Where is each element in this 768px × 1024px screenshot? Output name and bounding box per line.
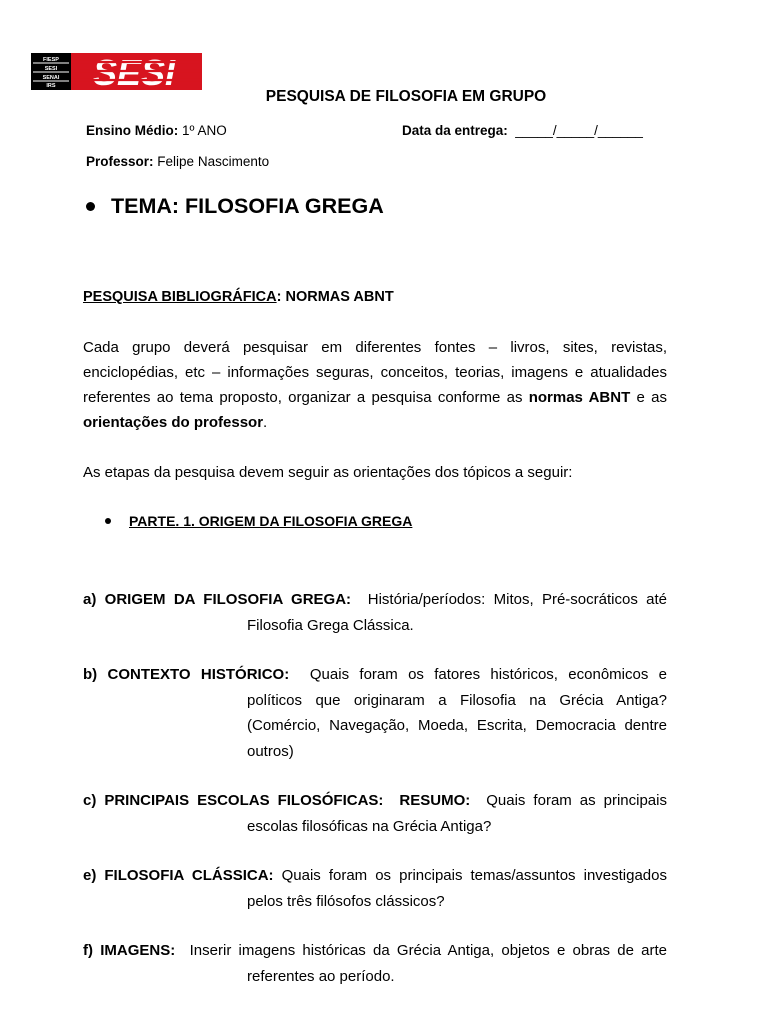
part-heading	[105, 513, 412, 529]
data-entrega	[402, 123, 643, 138]
tema-heading	[86, 194, 384, 219]
etapas-paragraph: As etapas da pesquisa devem seguir as orientações dos tópicos a seguir:	[83, 464, 573, 481]
logo-line-3: SENAI	[42, 75, 60, 81]
part-heading-text: PARTE. 1. ORIGEM DA FILOSOFIA GREGA	[129, 513, 413, 529]
logo-text: SESI	[92, 53, 176, 90]
ensino-label: Ensino Médio:	[86, 123, 179, 138]
item-c-label: c) PRINCIPAIS ESCOLAS FILOSÓFICAS:	[83, 792, 384, 809]
intro-bold-2: orientações do professor	[83, 414, 264, 431]
intro-bold-1: normas ABNT	[528, 389, 631, 406]
professor-label: Professor:	[86, 154, 154, 169]
logo-line-2: SESI	[44, 66, 58, 72]
section-heading-rest: : NORMAS ABNT	[276, 289, 394, 305]
bullet-icon	[86, 202, 95, 211]
item-f-rest: referentes ao período.	[247, 967, 395, 985]
intro-paragraph	[83, 335, 667, 435]
ensino-medio	[86, 123, 227, 138]
item-a	[83, 587, 667, 638]
professor	[86, 154, 269, 169]
item-e	[83, 863, 667, 914]
item-e-rest: pelos três filósofos clássicos?	[247, 892, 445, 910]
item-e-line1: Quais foram os principais temas/assuntos investigados	[281, 867, 667, 884]
ensino-value: 1º ANO	[182, 123, 227, 138]
intro-text-2: e as	[630, 389, 667, 406]
item-b-line1: Quais foram os fatores históricos, econômicos e	[309, 666, 667, 683]
sesi-logo	[31, 53, 202, 90]
item-e-label: e) FILOSOFIA CLÁSSICA:	[83, 867, 274, 884]
section-heading	[83, 285, 667, 310]
item-c-rest: escolas filosóficas na Grécia Antiga?	[247, 817, 492, 835]
item-a-rest: Filosofia Grega Clássica.	[247, 616, 414, 634]
item-b	[83, 662, 667, 764]
item-c-line1: Quais foram as principais	[486, 792, 667, 809]
item-a-line1: História/períodos: Mitos, Pré-socráticos até	[367, 591, 668, 608]
item-b-rest: políticos que originaram a Filosofia na Grécia Antiga? (Comércio, Navegação, Moeda, Escrita, Democracia dentre outros)	[247, 691, 667, 760]
item-f-label: f) IMAGENS:	[83, 942, 176, 959]
data-entrega-label: Data da entrega:	[402, 123, 508, 138]
page-title: PESQUISA DE FILOSOFIA EM GRUPO	[265, 88, 547, 105]
data-entrega-value: _____/_____/______	[515, 123, 643, 138]
logo-line-4: IRS	[46, 83, 56, 89]
intro-text-3: .	[263, 414, 268, 431]
tema-text: TEMA: FILOSOFIA GREGA	[111, 194, 384, 218]
intro-text-1: Cada grupo deverá pesquisar em diferentes fontes – livros, sites, revistas, enciclopédias, etc – informações seguras, conceitos, teorias, imagens e atualidades referentes ao tema proposto, organizar a pesquisa conforme as	[83, 339, 667, 406]
item-f-line1: Inserir imagens históricas da Grécia Antiga, objetos e obras de arte	[189, 942, 667, 959]
item-a-label: a) ORIGEM DA FILOSOFIA GREGA:	[83, 591, 352, 608]
professor-value: Felipe Nascimento	[157, 154, 270, 169]
bullet-icon	[105, 518, 111, 524]
logo-line-1: FIESP	[43, 57, 59, 63]
item-c-label2: RESUMO:	[399, 792, 471, 809]
item-b-label: b) CONTEXTO HISTÓRICO:	[83, 666, 290, 683]
section-heading-underlined: PESQUISA BIBLIOGRÁFICA	[83, 289, 277, 305]
item-c	[83, 788, 667, 839]
item-f	[83, 938, 667, 989]
